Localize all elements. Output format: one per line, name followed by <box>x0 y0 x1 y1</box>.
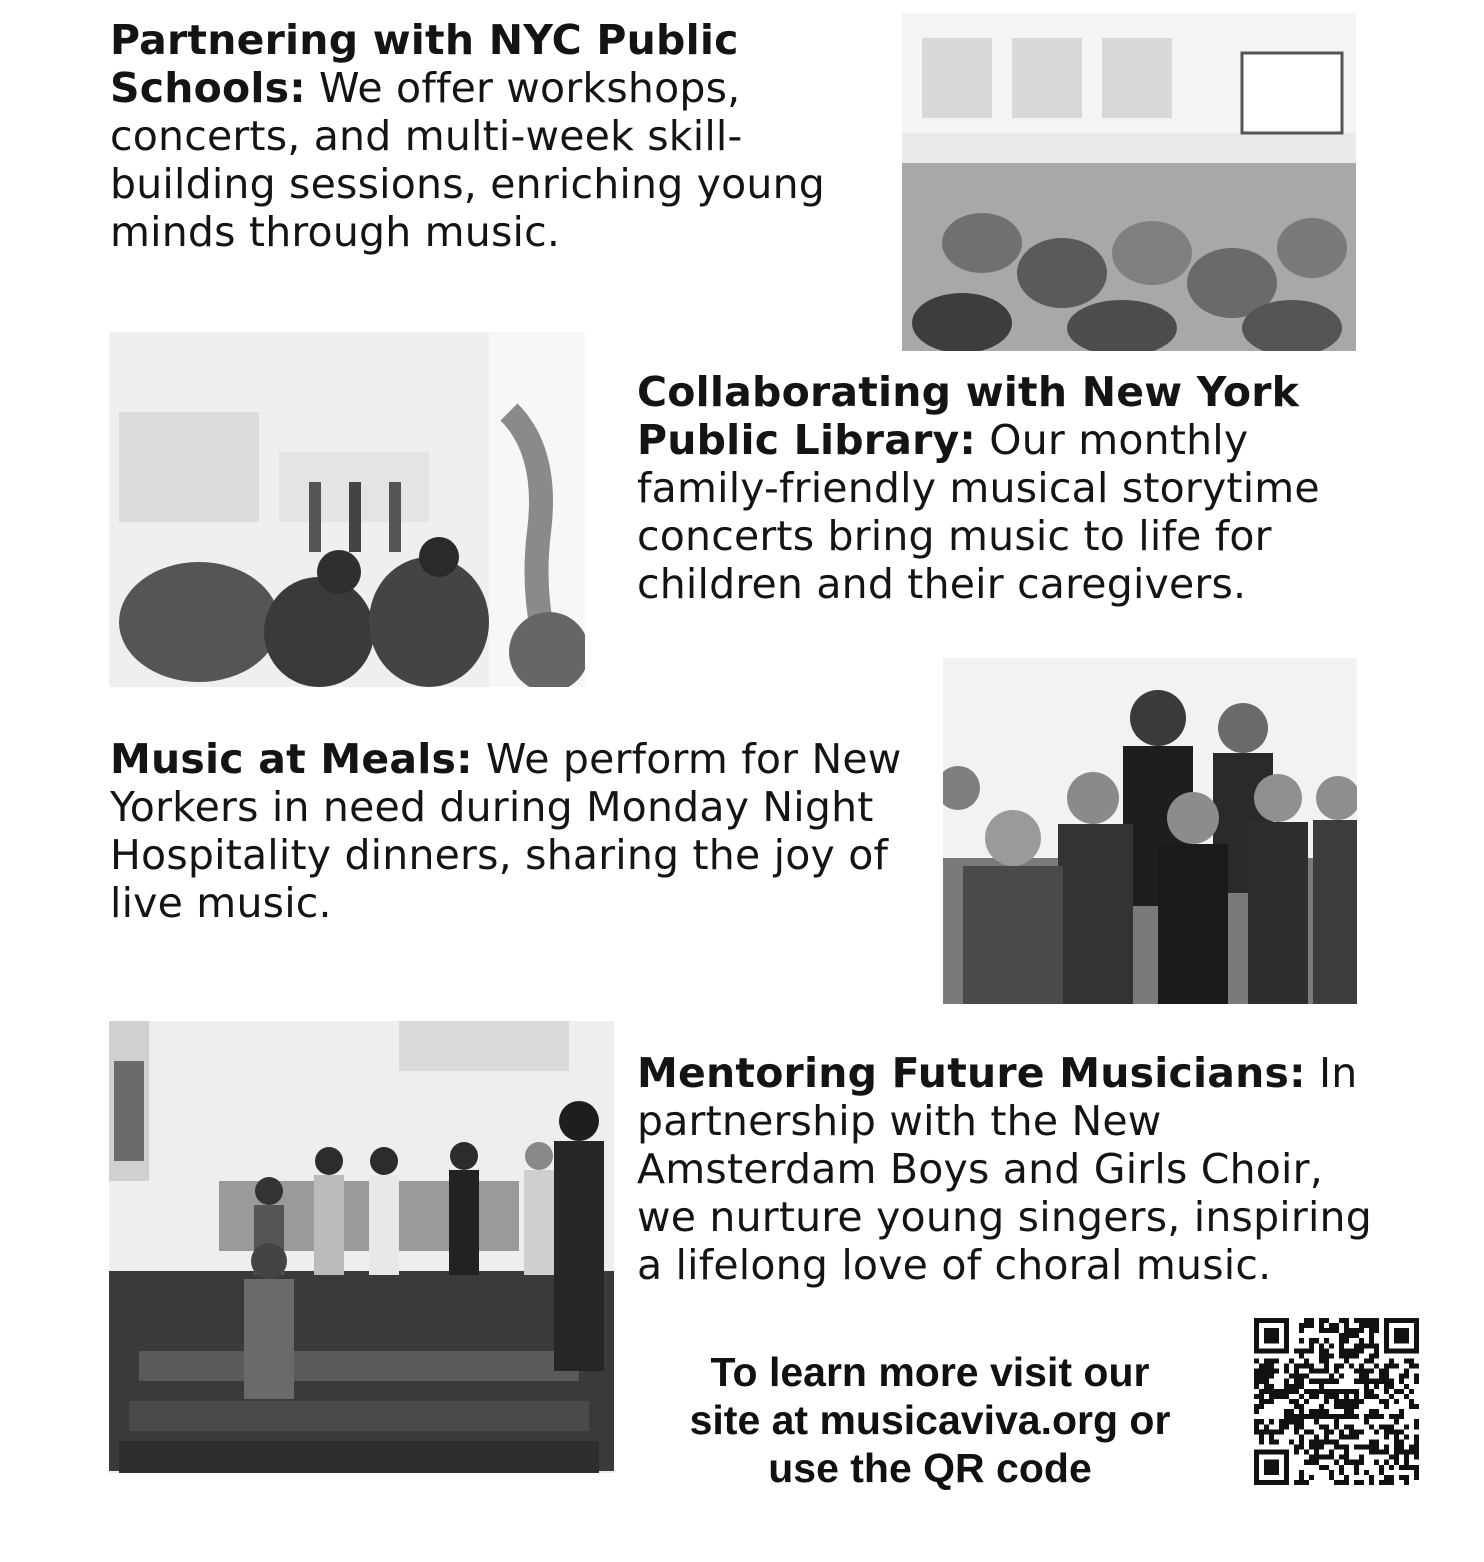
visit-site-callout <box>640 1348 1220 1492</box>
section-heading: Music at Meals: <box>110 735 473 783</box>
section-body: Our monthly family-friendly musical storytime concerts bring music to life for children and their caregivers. <box>637 416 1320 608</box>
section-heading: Collaborating with New York Public Library: <box>637 368 1300 464</box>
section-music-at-meals <box>110 735 935 927</box>
qr-code-icon[interactable] <box>1254 1318 1419 1485</box>
photo-choir-rehearsal <box>109 1021 614 1473</box>
section-nypl <box>637 368 1377 608</box>
section-body: We perform for New Yorkers in need during Monday Night Hospitality dinners, sharing the joy of live music. <box>110 735 902 927</box>
photo-classroom-workshop <box>902 13 1356 351</box>
section-heading: Partnering with NYC Public Schools: <box>110 16 739 112</box>
cta-line-3: use the QR code <box>768 1445 1092 1491</box>
photo-library-storytime <box>109 332 585 687</box>
cta-line-2[interactable]: site at musicaviva.org or <box>689 1397 1171 1443</box>
photo-volunteer-group <box>943 658 1357 1004</box>
section-body: In partnership with the New Amsterdam Boys and Girls Choir, we nurture young singers, inspiring a lifelong love of choral music. <box>637 1049 1372 1289</box>
section-mentoring <box>637 1049 1377 1289</box>
cta-line-1: To learn more visit our <box>710 1349 1150 1395</box>
section-body: We offer workshops, concerts, and multi-week skill-building sessions, enriching young minds through music. <box>110 64 826 256</box>
section-heading: Mentoring Future Musicians: <box>637 1049 1306 1097</box>
section-nyc-schools <box>110 16 840 256</box>
